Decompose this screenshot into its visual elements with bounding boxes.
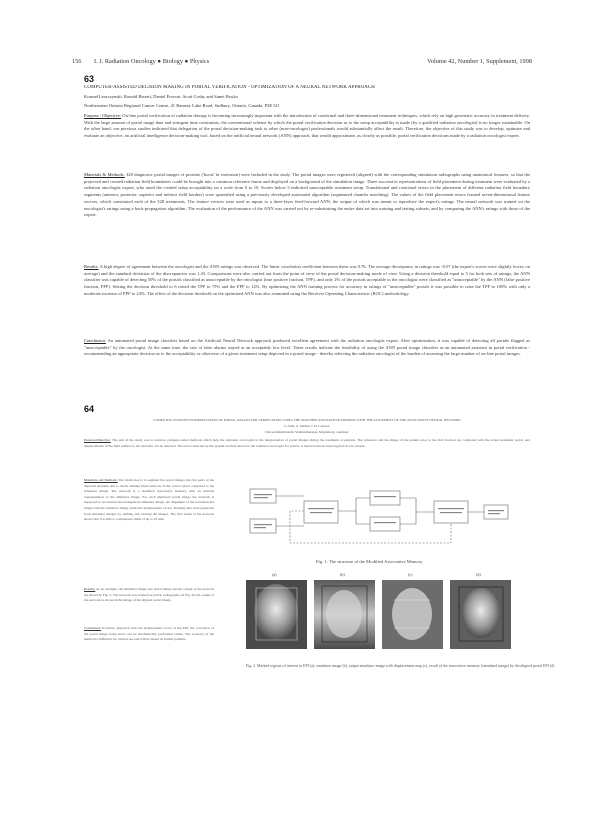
conclusion-text: An automated portal image classifier based on the Artificial Neural Network approach produced excellent agreement with the radiation oncologist expert. After optimization, it was capable of detecting all portals flagged as "unacceptable" by the oncologist. At the same time, the rate of false alarms stayed at an acceptably low level. These results indicate the feasibility of using the ANN portal image classifier as an automated assistant in portal verification - recommending an appropriate decision as to the acceptability or otherwise of a given treatment setup depicted in a portal image - thereby relieving the radiation oncologist of the burden of assessing the large number of on-line portal images. (84, 338, 530, 357)
fig2-caption: Fig. 2. Marked regions of interest in EPI (a), simulator image (b), output simulator image with displacement map (c), result of the associative memory (simulated image) by the aligned portal EPI (d) (246, 664, 555, 668)
abstract-64-affiliation: Universitätsklinik für Strahlentherapie, Magdeburg, Germany (265, 430, 349, 434)
abstract-64-methods (84, 478, 214, 523)
conclusion-label: Conclusion: (84, 338, 106, 343)
reference-block (250, 519, 276, 533)
running-header (72, 58, 532, 65)
abstract-64-purpose (84, 438, 530, 449)
panel-b-label: (b) (340, 572, 345, 577)
page-number: 156 (72, 58, 82, 65)
results-text: A high degree of agreement between the oncologist and the ANN ratings was observed. The linear correlation coefficient between them was 0.76. The average discrepancy in ratings was -0.07 (the expert's scores were slightly lower, on average) and the standard deviation of the discrepancies was 1.43. Comparisons were also carried out from the point of view of the portal decision-making mode of view. Using a decision threshold equal to 5 for both sets of ratings, the ANN classifier was capable of detecting 50% of the portals classified as unacceptable by the oncologist (true positive fraction, TPF), and only 2% of the portals acceptable to the oncologist were classified as "unacceptable" by the ANN (false positive fraction, FPF). Setting the decision threshold to 6 raised the TPF to 75% and the FPF to 12%. By optimizing the ANN training process for accuracy in ratings of "unacceptable" portals it was possible to raise the TPF to 100% with only a moderate increase of FPF to 24%. The effect of the decision threshold on the optimized ANN was also examined using the Receiver Operating Characteristic (ROC) methodology. (84, 264, 530, 296)
purpose-label: Purpose / Objective: (84, 113, 122, 118)
input-block (250, 489, 276, 503)
panel-a-image (246, 572, 307, 649)
abstract-63-purpose (84, 113, 530, 140)
abstract-63-conclusion (84, 338, 530, 358)
results-label: Results: (84, 587, 96, 591)
reconstruction-block (370, 517, 400, 531)
panel-c-image (382, 572, 443, 649)
purpose-text: On-line portal verification of radiation therapy is becoming increasingly important with the introduction of conformal and three-dimensional treatment techniques, which rely on high geometric accuracy in treatment delivery. With the large amount of portal image data and stringent time constraints, the conventional scheme by which the portal verification decision as to the setup acceptability is made (by a qualified radiation oncologist) is no longer sustainable. On the other hand, our previous studies indicated that delegation of the portal decision-making task to other (non-oncologist) professionals would substantially affect the result. Therefore, the objective of this study was to develop, optimize and evaluate an objective, an artificial intelligence decision-making tool, based on the artificial neural network (ANN) approach, that would approximate, as closely as possible, portal verification decisions made by a radiation oncologist expert. (84, 113, 530, 139)
fig1-associative-memory-diagram (246, 483, 516, 553)
methods-text: Our main idea is to segment the portal images into the parts of the depicted anatomy and to check whether these parts are in the correct place compared to the reference image. The network is a modified associative memory with an internal representation of the simulator image. For each displaced portal image the network is supposed to reconstruct the undisplaced simulator image. An alignment of the reconstructed image with the simulator image yields the displacement vector. Training data were generated from simulator images by shifting and rotating the images. The first result of the network shows that it is able to compensate shifts of up to 25 mm. (84, 478, 215, 522)
abstract-64-title: COMPUTER-ASSISTED INTERPRETATION OF PORTAL IMAGES FOR VERIFICATION USING THE MATCHED ASSOCIATIVE MEMORY WITH THE ALIGNMENT OF THE ASSOCIATIVE NEURAL NETWORK (153, 418, 461, 422)
panel-a-label: (a) (272, 572, 277, 577)
results-label: Results: (84, 264, 99, 269)
panel-c-label: (c) (408, 572, 413, 577)
panel-b-image (314, 572, 375, 649)
alignment-block (370, 491, 400, 505)
methods-text: 328 diagnostic portal images of prostate ('boost' in extension) were included in the study. The portal images were registered (aligned) with the corresponding simulation radiographs using anatomical features, so that the projected and created radiation field boundaries could be brought into a common reference frame and displayed on a background of the simulation image. Three successive representations of field placement during treatment were evaluated by a radiation oncologist expert, who rated the created setup acceptability on a scale from 0 to 10. Scores below 5 indicated unacceptable treatment setup. Translational and rotational errors in the placement of different radiation field boundary segments (anterior, posterior, superior and inferior field borders) were quantified using a previously developed automated algorithm (segmented chamfer matching). The values of the field placement errors formed seven-dimensional feature vectors, which constituted each of the 328 treatments. The feature vectors were used as inputs to a three-layer feed-forward ANN, the output of which was meant to reproduce the expert's ratings. The neural network was trained on the oncologist's ratings using a back-propagation algorithm. The evaluation of the performance of the ANN was carried out by re-substituting the entire data set into training and testing subsets, and by comparing the ANN's ratings with those of the expert. (84, 172, 530, 218)
abstract-63-results (84, 264, 530, 298)
abstract-63-authors: Konrad Leszczynski, Ronald Bissett, Daniel Provost, Scott Cosby and Sunet Boyko (84, 94, 239, 99)
conclusion-text: In future, approach with the displacement vector of the EPI, the correction of the portal image setup errors can be automatically performed online. The accuracy of the method is sufficient for clinical use and will be tested on further patients. (84, 626, 214, 642)
abstract-63-title: COMPUTER-ASSISTED DECISION MAKING IN PORTAL VERIFICATION - OPTIMIZATION OF A NEURAL NETWORK APPROACH (84, 85, 375, 90)
abstract-64-conclusion (84, 626, 214, 643)
results-text: As an example, the simulator image, the portal image and the output of the network are shown in Fig. 2. The network was trained for pelvic radiographs. In Fig. 2d the output of the network is shown in the image of the aligned portal image. (84, 587, 214, 603)
journal-title: I. J. Radiation Oncology ● Biology ● Physics (94, 58, 210, 65)
fig2-panels (246, 572, 516, 655)
conclusion-label: Conclusion: (84, 626, 101, 630)
abstract-64-results (84, 587, 214, 604)
purpose-text: The aim of the study was to develop computer-aided methods which help the radiation oncologist in the interpretation of portal images during the treatment of patients. The reference and the image of the patient prior to the first fraction are compared with the actual treatment portal, and displacements of the field relative to the anatomy can be detected. The errors detected by the system are then shown to the radiation oncologist for review. A neural network based approach was chosen. (84, 438, 530, 448)
abstract-63-number: 63 (84, 74, 95, 84)
panel-d-label: (d) (476, 572, 481, 577)
abstract-64-authors: G. Kiel, A. Michel, J. D. Lasserre (284, 424, 330, 428)
volume-info: Volume 42, Number 1, Supplement, 1998 (427, 58, 532, 65)
output-block (484, 505, 508, 519)
fig1-caption: Fig. 1. The structure of the Modified Associative Memory (316, 559, 423, 564)
purpose-label: Purpose/Objective: (84, 438, 111, 442)
methods-label: Materials & Methods: (84, 172, 125, 177)
abstract-63-methods (84, 172, 530, 219)
abstract-64-number: 64 (84, 404, 95, 414)
panel-d-image (450, 572, 511, 649)
abstract-63-affiliation: Northeastern Ontario Regional Cancer Centre, 41 Ramsey Lake Road, Sudbury, Ontario, Canada, P3E 5J1 (84, 103, 280, 108)
methods-label: Materials and Methods: (84, 478, 118, 482)
